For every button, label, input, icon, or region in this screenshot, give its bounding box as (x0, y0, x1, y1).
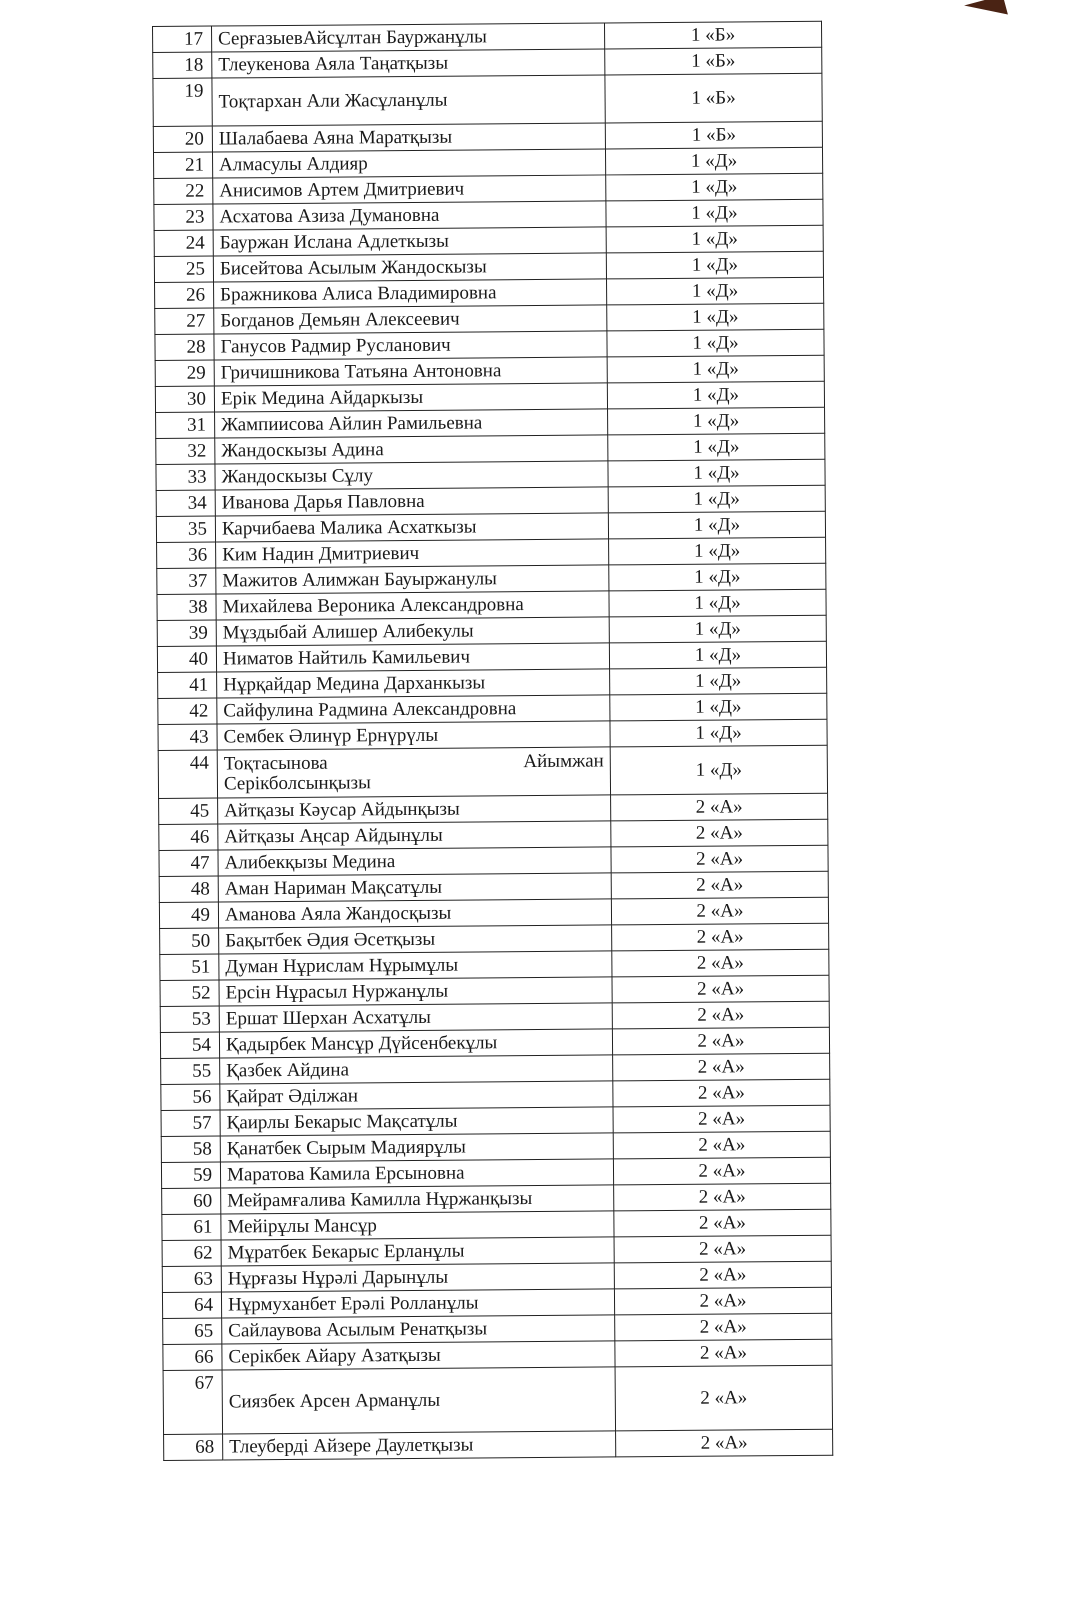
class-grade: 2 «А» (613, 1157, 830, 1185)
class-grade: 1 «Б» (605, 73, 822, 123)
row-number: 66 (163, 1344, 222, 1370)
class-grade: 1 «Д» (606, 225, 823, 253)
row-number: 64 (162, 1292, 221, 1318)
student-firstname: Айымжан (523, 750, 604, 773)
student-name: Қайрат Әділжан (220, 1081, 613, 1110)
class-grade: 1 «Д» (608, 459, 825, 487)
class-grade: 2 «А» (615, 1339, 832, 1367)
row-number: 58 (161, 1136, 220, 1162)
class-grade: 2 «А» (611, 819, 828, 847)
class-grade: 1 «Д» (608, 511, 825, 539)
student-name: Нұрқайдар Медина Дарханкызы (217, 669, 610, 698)
class-grade: 1 «Б» (605, 47, 822, 75)
class-grade: 2 «А» (613, 1105, 830, 1133)
row-number: 28 (155, 334, 214, 360)
student-name: Сайлаувова Асылым Ренатқызы (222, 1315, 615, 1344)
row-number: 68 (164, 1434, 223, 1460)
row-number: 30 (155, 386, 214, 412)
class-grade: 1 «Д» (610, 693, 827, 721)
student-name: Қанатбек Сырым Мадиярұлы (220, 1133, 613, 1162)
class-grade: 1 «Д» (610, 719, 827, 747)
student-name: СерғазыевАйсұлтан Бауржанұлы (212, 23, 605, 52)
class-grade: 2 «А» (611, 871, 828, 899)
row-number: 60 (162, 1188, 221, 1214)
class-grade: 1 «Д» (609, 563, 826, 591)
row-number: 67 (163, 1370, 223, 1434)
row-number: 42 (158, 698, 217, 724)
class-grade: 2 «А» (613, 1079, 830, 1107)
class-grade: 1 «Д» (606, 251, 823, 279)
row-number: 19 (153, 78, 212, 126)
student-name: Аманова Аяла Жандосқызы (218, 899, 611, 928)
student-name: Серікбек Айару Азатқызы (222, 1341, 615, 1370)
class-grade: 1 «Д» (607, 277, 824, 305)
student-name: Тлеуберді Айзере Даулетқызы (223, 1431, 616, 1460)
student-name: Айтқазы Аңсар Айдынұлы (218, 821, 611, 850)
class-grade: 2 «А» (616, 1429, 833, 1457)
class-grade: 1 «Д» (606, 173, 823, 201)
row-number: 29 (155, 360, 214, 386)
row-number: 54 (160, 1032, 219, 1058)
student-name: Иванова Дарья Павловна (215, 487, 608, 516)
class-grade: 1 «Д» (605, 147, 822, 175)
row-number: 52 (160, 980, 219, 1006)
student-name: Жандоскызы Адина (215, 435, 608, 464)
class-grade: 2 «А» (611, 793, 828, 821)
class-grade: 1 «Б» (605, 121, 822, 149)
student-name: Қаирлы Бекарыс Мақсатұлы (220, 1107, 613, 1136)
student-list-table (152, 21, 833, 1461)
student-name: Михайлева Вероника Александровна (216, 591, 609, 620)
row-number: 48 (159, 876, 218, 902)
student-name (217, 747, 610, 798)
student-name: Бақытбек Әдия Әсетқызы (219, 925, 612, 954)
student-name: Маратова Камила Ерсыновна (220, 1159, 613, 1188)
row-number: 61 (162, 1214, 221, 1240)
row-number: 26 (155, 282, 214, 308)
student-name: Қазбек Айдина (220, 1055, 613, 1084)
row-number: 32 (156, 438, 215, 464)
class-grade: 2 «А» (613, 1053, 830, 1081)
row-number: 24 (154, 230, 213, 256)
class-grade: 1 «Д» (607, 381, 824, 409)
student-name: Ниматов Найтиль Камильевич (216, 643, 609, 672)
student-name: Думан Нұрислам Нұрымұлы (219, 951, 612, 980)
class-grade: 1 «Д» (610, 667, 827, 695)
row-number: 17 (153, 26, 212, 52)
row-number: 63 (162, 1266, 221, 1292)
table-row (164, 1429, 833, 1460)
student-name: Жандоскызы Сұлу (215, 461, 608, 490)
class-grade: 1 «Д» (610, 745, 827, 795)
page-corner-shadow (964, 0, 1008, 25)
row-number: 22 (154, 178, 213, 204)
class-grade: 2 «А» (615, 1313, 832, 1341)
class-grade: 2 «А» (614, 1287, 831, 1315)
row-number: 55 (161, 1058, 220, 1084)
class-grade: 2 «А» (611, 897, 828, 925)
class-grade: 1 «Д» (608, 485, 825, 513)
student-name: Бауржан Ислана Адлеткызы (213, 227, 606, 256)
class-grade: 1 «Д» (607, 303, 824, 331)
row-number: 25 (154, 256, 213, 282)
student-surname: Тоқтасынова (223, 752, 328, 775)
class-grade: 1 «Д» (608, 433, 825, 461)
student-name: Айтқазы Кәусар Айдынқызы (218, 795, 611, 824)
student-name: Мұздыбай Алишер Алибекулы (216, 617, 609, 646)
student-name: Асхатова Азиза Думановна (213, 201, 606, 230)
class-grade: 2 «А» (614, 1183, 831, 1211)
student-name: Нұрмуханбет Ерәлі Ролланұлы (221, 1289, 614, 1318)
table-row (153, 73, 822, 126)
row-number: 18 (153, 52, 212, 78)
student-name: Алмасулы Алдияр (212, 149, 605, 178)
class-grade: 2 «А» (614, 1209, 831, 1237)
row-number: 37 (157, 568, 216, 594)
class-grade: 1 «Д» (607, 355, 824, 383)
row-number: 35 (156, 516, 215, 542)
row-number: 20 (153, 126, 212, 152)
student-name: Қадырбек Мансұр Дүйсенбекұлы (219, 1029, 612, 1058)
row-number: 50 (160, 928, 219, 954)
row-number: 51 (160, 954, 219, 980)
row-number: 57 (161, 1110, 220, 1136)
class-grade: 1 «Д» (609, 641, 826, 669)
class-grade: 1 «Д» (609, 589, 826, 617)
student-name: Сиязбек Арсен Арманұлы (222, 1367, 615, 1434)
student-name: Аман Нариман Мақсатұлы (218, 873, 611, 902)
student-name: Ганусов Радмир Русланович (214, 331, 607, 360)
row-number: 21 (153, 152, 212, 178)
student-name: Бражникова Алиса Владимировна (214, 279, 607, 308)
row-number: 34 (156, 490, 215, 516)
row-number: 44 (158, 750, 217, 798)
row-number: 47 (159, 850, 218, 876)
row-number: 33 (156, 464, 215, 490)
class-grade: 2 «А» (612, 949, 829, 977)
student-name: Шалабаева Аяна Маратқызы (212, 123, 605, 152)
student-name: Тоқтархан Али Жасұланұлы (212, 75, 605, 126)
class-grade: 2 «А» (614, 1235, 831, 1263)
student-name: Мейірұлы Мансұр (221, 1211, 614, 1240)
student-name: Тлеукенова Аяла Таңатқызы (212, 49, 605, 78)
student-name: Мейрамғалива Камилла Нұржанқызы (221, 1185, 614, 1214)
student-name: Нұрғазы Нұрәлі Дарынұлы (221, 1263, 614, 1292)
student-name: Ерсін Нұрасыл Нуржанұлы (219, 977, 612, 1006)
row-number: 27 (155, 308, 214, 334)
class-grade: 2 «А» (614, 1261, 831, 1289)
class-grade: 1 «Д» (607, 329, 824, 357)
row-number: 38 (157, 594, 216, 620)
row-number: 59 (161, 1162, 220, 1188)
row-number: 40 (157, 646, 216, 672)
student-name: Алибекқызы Медина (218, 847, 611, 876)
row-number: 41 (158, 672, 217, 698)
class-grade: 2 «А» (612, 975, 829, 1003)
row-number: 53 (160, 1006, 219, 1032)
student-name: Жампиисова Айлин Рамильевна (215, 409, 608, 438)
row-number: 31 (156, 412, 215, 438)
row-number: 45 (159, 798, 218, 824)
student-name: Ерік Медина Айдаркызы (214, 383, 607, 412)
student-name: Гричишникова Татьяна Антоновна (214, 357, 607, 386)
table-row (163, 1365, 832, 1434)
class-grade: 2 «А» (612, 1001, 829, 1029)
class-grade: 1 «Д» (609, 615, 826, 643)
row-number: 46 (159, 824, 218, 850)
row-number: 36 (157, 542, 216, 568)
student-name: Бисейтова Асылым Жандоскызы (213, 253, 606, 282)
student-name: Ким Надин Дмитриевич (216, 539, 609, 568)
student-name: Мажитов Алимжан Бауыржанулы (216, 565, 609, 594)
table-row (158, 745, 827, 798)
row-number: 56 (161, 1084, 220, 1110)
class-grade: 2 «А» (612, 923, 829, 951)
class-grade: 2 «А» (613, 1131, 830, 1159)
class-grade: 1 «Д» (608, 407, 825, 435)
class-grade: 1 «Д» (609, 537, 826, 565)
class-grade: 1 «Б» (604, 21, 821, 49)
row-number: 65 (163, 1318, 222, 1344)
student-name: Сайфулина Радмина Александровна (217, 695, 610, 724)
class-grade: 2 «А» (612, 1027, 829, 1055)
row-number: 62 (162, 1240, 221, 1266)
class-grade: 2 «А» (611, 845, 828, 873)
student-name: Сембек Әлинүр Ернүрүлы (217, 721, 610, 750)
row-number: 23 (154, 204, 213, 230)
student-name: Карчибаева Малика Асхаткызы (215, 513, 608, 542)
row-number: 39 (157, 620, 216, 646)
student-name: Ершат Шерхан Асхатұлы (219, 1003, 612, 1032)
class-grade: 2 «А» (615, 1365, 832, 1431)
row-number: 43 (158, 724, 217, 750)
class-grade: 1 «Д» (606, 199, 823, 227)
student-name: Богданов Демьян Алексеевич (214, 305, 607, 334)
student-name: Анисимов Артем Дмитриевич (213, 175, 606, 204)
student-patronymic: Серікболсынқызы (223, 772, 371, 795)
student-name: Мұратбек Бекарыс Ерланұлы (221, 1237, 614, 1266)
row-number: 49 (159, 902, 218, 928)
